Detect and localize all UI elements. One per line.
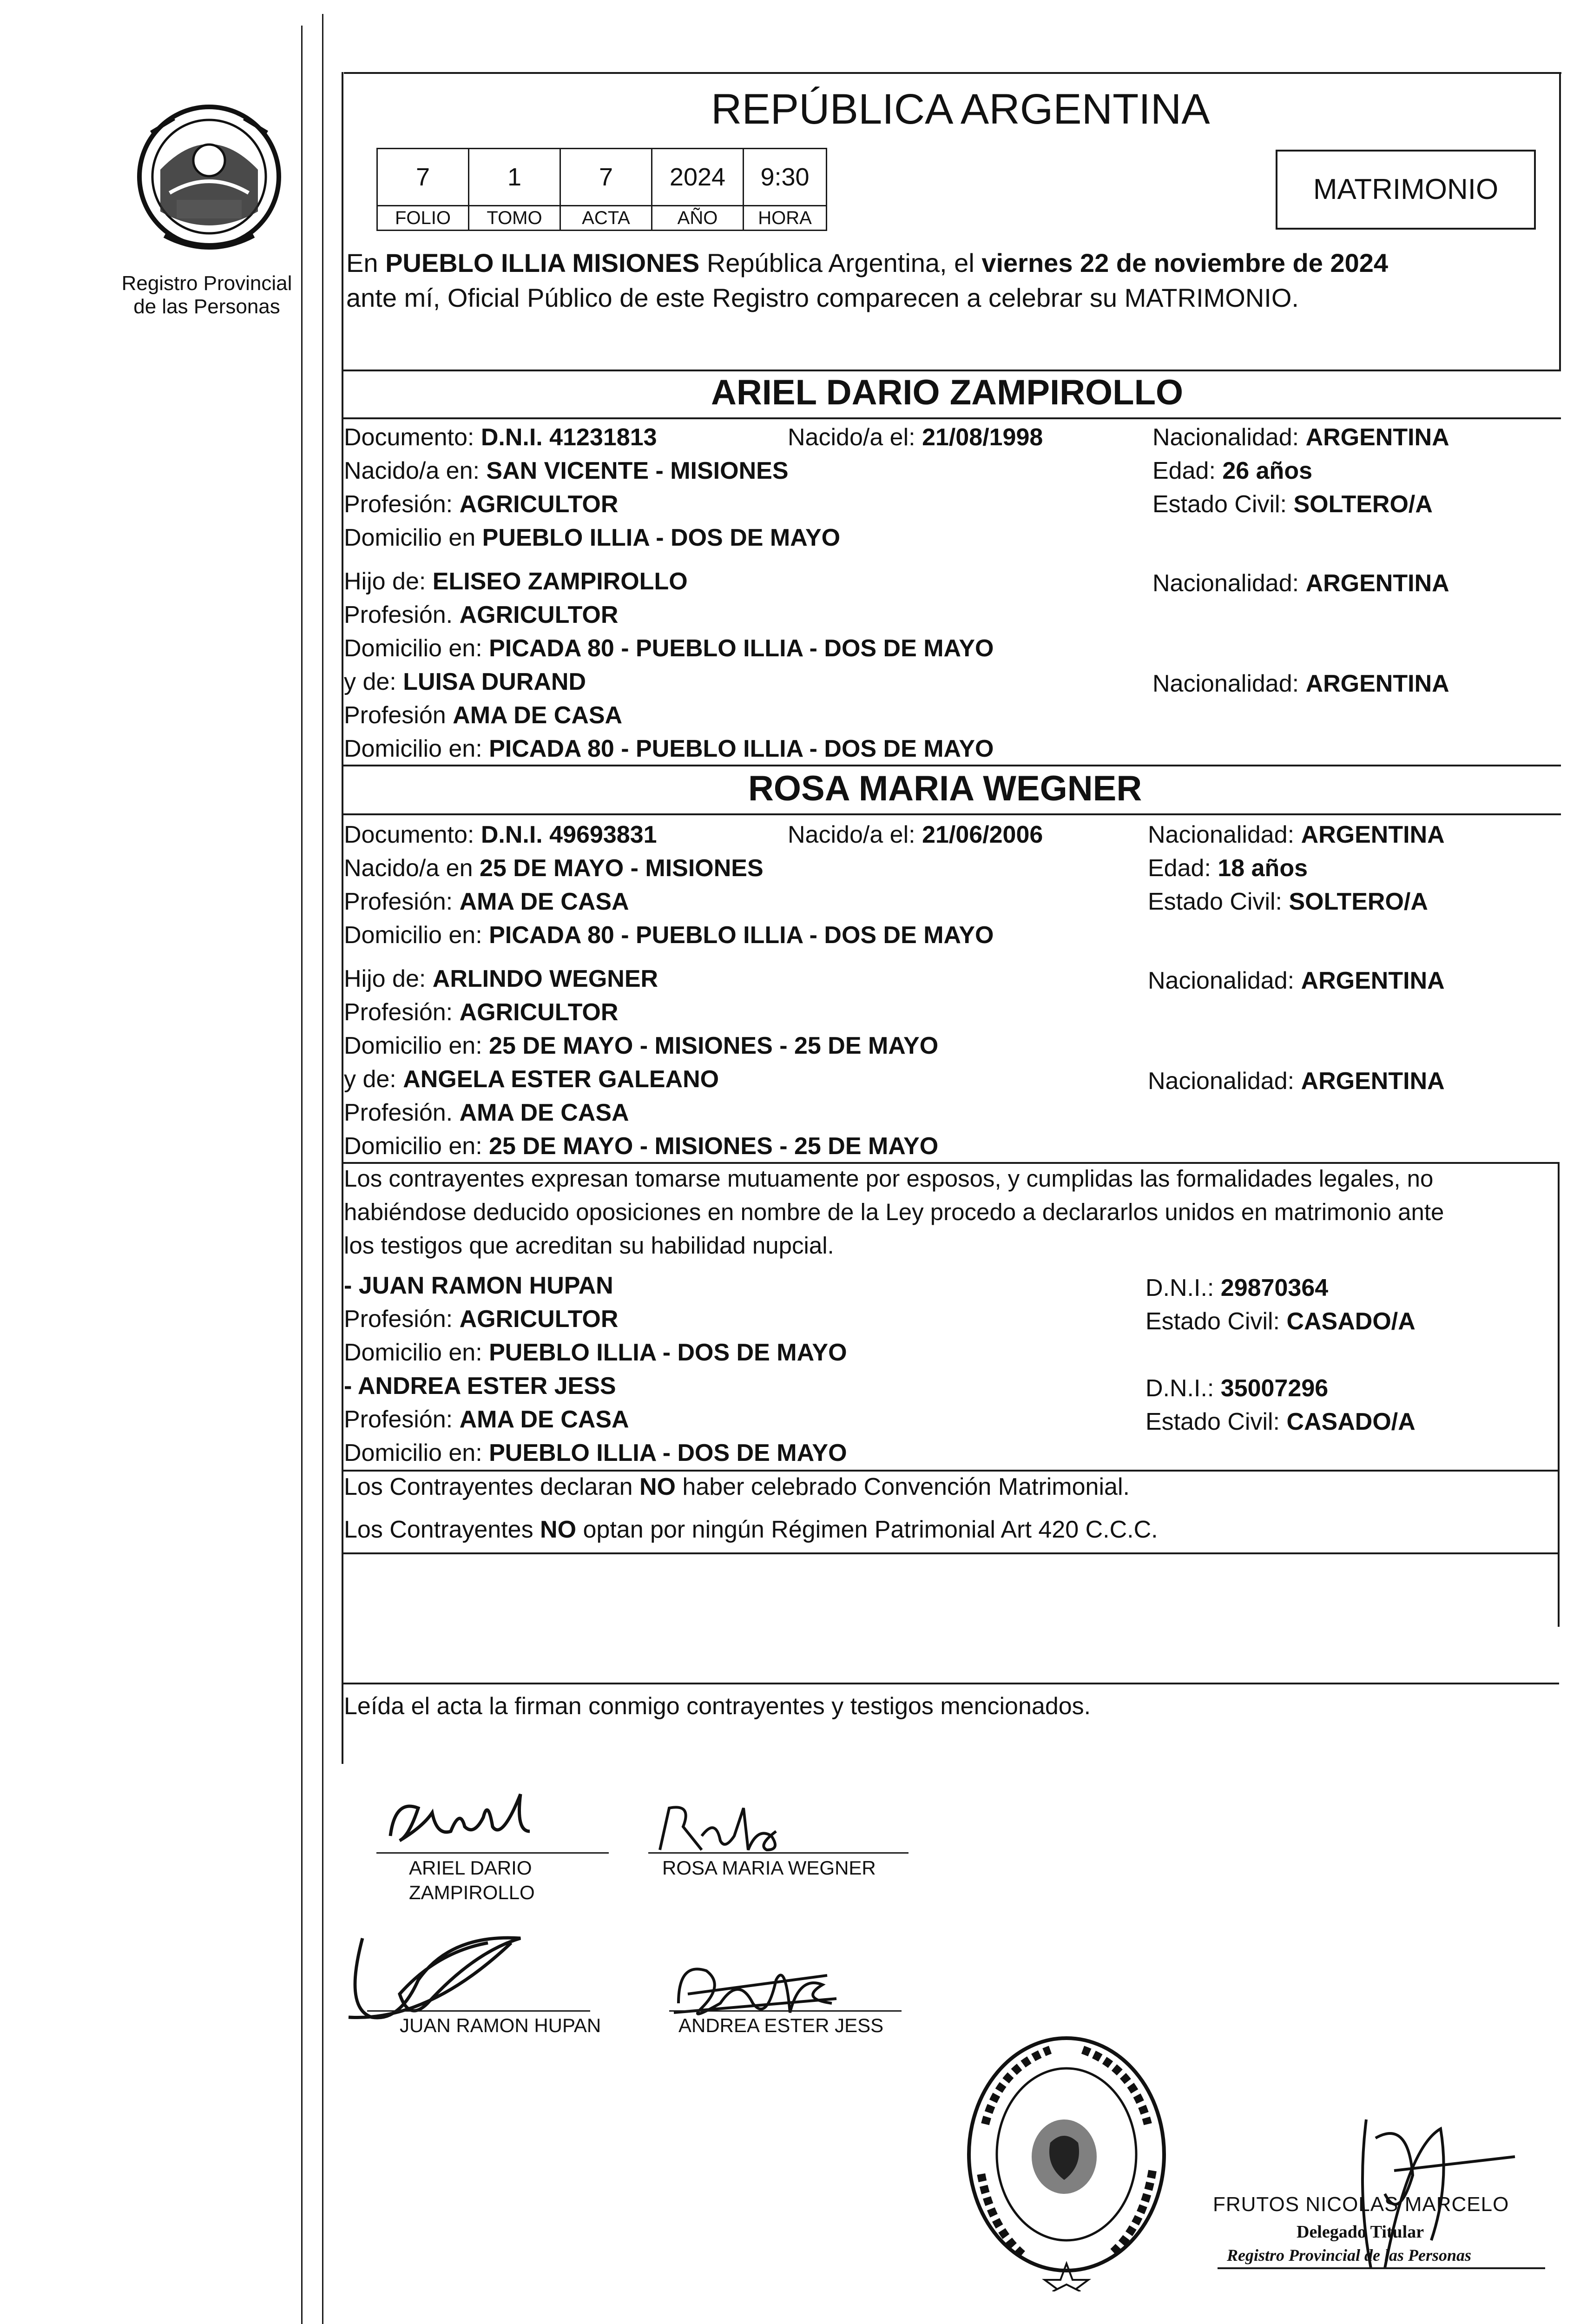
spouse1-mother-domicile: Domicilio en: PICADA 80 - PUEBLO ILLIA - DOS DE MAYO [344, 735, 994, 762]
spouse2-birthplace: Nacido/a en 25 DE MAYO - MISIONES [344, 855, 764, 882]
witness1-dni: D.N.I.: 29870364 [1146, 1274, 1329, 1301]
witness2-name: - ANDREA ESTER JESS [344, 1373, 616, 1400]
witness1-domicile: Domicilio en: PUEBLO ILLIA - DOS DE MAYO [344, 1339, 847, 1366]
official-title: Delegado Titular [1297, 2222, 1424, 2242]
margin-line-outer [301, 26, 303, 2324]
spouse2-mother-nationality: Nacionalidad: ARGENTINA [1148, 1068, 1445, 1095]
marriage-date: viernes 22 de noviembre de 2024 [981, 248, 1389, 277]
signature4-line [669, 2010, 902, 2012]
spouse1-mother-profession: Profesión AMA DE CASA [344, 702, 623, 729]
signature-ariel-icon [381, 1780, 548, 1855]
spouse1-birthdate: Nacido/a el: 21/08/1998 [788, 424, 1043, 451]
spouse1-age: Edad: 26 años [1152, 457, 1312, 484]
signature1-label-line1: ARIEL DARIO [409, 1857, 532, 1879]
spouse2-bottom-rule [342, 1162, 1559, 1164]
spouse2-mother-domicile: Domicilio en: 25 DE MAYO - MISIONES - 25 DE MAYO [344, 1133, 939, 1160]
spouse2-name-rule [342, 813, 1561, 815]
official-signature-line [1218, 2267, 1545, 2269]
signature2-line [648, 1852, 908, 1854]
witness1-profession: Profesión: AGRICULTOR [344, 1306, 619, 1333]
spouse2-profession: Profesión: AMA DE CASA [344, 888, 629, 915]
spouse2-age: Edad: 18 años [1148, 855, 1308, 882]
spouse1-name: ARIEL DARIO ZAMPIROLLO [711, 373, 1184, 412]
witness2-profession: Profesión: AMA DE CASA [344, 1406, 629, 1433]
provincial-seal-icon [132, 100, 286, 258]
spouse2-mother-profession: Profesión. AMA DE CASA [344, 1099, 629, 1126]
convention-bottom-rule [342, 1552, 1559, 1554]
acta-label: ACTA [560, 205, 652, 231]
country-title: REPÚBLICA ARGENTINA [711, 86, 1210, 133]
signature-rosa-icon [651, 1799, 799, 1859]
spouse1-father-profession: Profesión. AGRICULTOR [344, 601, 619, 628]
official-institution: Registro Provincial de las Personas [1227, 2246, 1472, 2265]
spouse2-birthdate: Nacido/a el: 21/06/2006 [788, 821, 1043, 848]
spouse2-father-domicile: Domicilio en: 25 DE MAYO - MISIONES - 25 DE MAYO [344, 1032, 939, 1059]
official-name: FRUTOS NICOLAS MARCELO [1213, 2193, 1509, 2216]
signature1-label-line2: ZAMPIROLLO [409, 1882, 535, 1903]
spouse1-mother-nationality: Nacionalidad: ARGENTINA [1152, 670, 1449, 697]
margin-line-inner [322, 14, 323, 2324]
spouse1-father-domicile: Domicilio en: PICADA 80 - PUEBLO ILLIA - DOS DE MAYO [344, 635, 994, 662]
spouse1-civil-status: Estado Civil: SOLTERO/A [1152, 491, 1433, 518]
spouse2-father-nationality: Nacionalidad: ARGENTINA [1148, 967, 1445, 994]
declaration-line3: los testigos que acreditan su habilidad nupcial. [344, 1232, 834, 1259]
spouse2-father-profession: Profesión: AGRICULTOR [344, 999, 619, 1026]
spouse1-father-nationality: Nacionalidad: ARGENTINA [1152, 570, 1449, 597]
declaration-line2: habiéndose deducido oposiciones en nombre de la Ley procedo a declararlos unidos en matrimonio ante [344, 1199, 1444, 1225]
folio-value: 7 [376, 148, 469, 206]
form-right-border-lower [1558, 1162, 1560, 1627]
anio-value: 2024 [651, 148, 744, 206]
marriage-place: PUEBLO ILLIA MISIONES [385, 248, 700, 277]
witness2-civil-status: Estado Civil: CASADO/A [1146, 1408, 1415, 1435]
spouse1-document: Documento: D.N.I. 41231813 [344, 424, 657, 451]
spouse1-bottom-rule [342, 765, 1561, 766]
declaration-line1: Los contrayentes expresan tomarse mutuamente por esposos, y cumplidas las formalidades legales, no [344, 1165, 1434, 1192]
blank-section-bottom-rule [342, 1683, 1559, 1684]
spouse1-nationality: Nacionalidad: ARGENTINA [1152, 424, 1449, 451]
signature2-label: ROSA MARIA WEGNER [662, 1857, 876, 1879]
intro-line1: En PUEBLO ILLIA MISIONES República Argentina, el viernes 22 de noviembre de 2024 [346, 248, 1389, 277]
spouse1-name-rule [342, 417, 1561, 419]
folio-label: FOLIO [376, 205, 469, 231]
form-left-border [342, 72, 343, 1764]
record-type: MATRIMONIO [1313, 173, 1499, 205]
spouse2-domicile: Domicilio en: PICADA 80 - PUEBLO ILLIA - DOS DE MAYO [344, 922, 994, 949]
signature3-label: JUAN RAMON HUPAN [400, 2014, 601, 2036]
convention-line1: Los Contrayentes declaran NO haber celebrado Convención Matrimonial. [344, 1473, 1130, 1500]
convention-line2: Los Contrayentes NO optan por ningún Régimen Patrimonial Art 420 C.C.C. [344, 1516, 1158, 1543]
tomo-value: 1 [468, 148, 561, 206]
spouse1-birthplace: Nacido/a en: SAN VICENTE - MISIONES [344, 457, 789, 484]
spouse2-name: ROSA MARIA WEGNER [748, 769, 1142, 808]
signature1-line [376, 1852, 609, 1854]
spouse1-mother: y de: LUISA DURAND [344, 668, 586, 695]
registry-stamp-icon [957, 2031, 1176, 2291]
hora-label: HORA [743, 205, 827, 231]
acta-value: 7 [560, 148, 652, 206]
witness2-dni: D.N.I.: 35007296 [1146, 1375, 1329, 1402]
signature4-label: ANDREA ESTER JESS [678, 2014, 884, 2036]
header-top-rule [344, 72, 1561, 74]
registry-name-line1: Registro Provincial [121, 272, 292, 295]
intro-line2: ante mí, Oficial Público de este Registro comparecen a celebrar su MATRIMONIO. [346, 283, 1299, 312]
spouse2-civil-status: Estado Civil: SOLTERO/A [1148, 888, 1428, 915]
tomo-label: TOMO [468, 205, 561, 231]
spouse2-father: Hijo de: ARLINDO WEGNER [344, 965, 658, 992]
signature3-line [367, 2010, 590, 2012]
spouse1-domicile: Domicilio en PUEBLO ILLIA - DOS DE MAYO [344, 524, 841, 551]
spouse2-mother: y de: ANGELA ESTER GALEANO [344, 1066, 719, 1093]
spouse2-nationality: Nacionalidad: ARGENTINA [1148, 821, 1445, 848]
intro-bottom-rule [342, 370, 1561, 371]
anio-label: AÑO [651, 205, 744, 231]
form-right-border [1559, 72, 1561, 370]
spouse2-document: Documento: D.N.I. 49693831 [344, 821, 657, 848]
witness2-domicile: Domicilio en: PUEBLO ILLIA - DOS DE MAYO [344, 1439, 847, 1466]
witness1-civil-status: Estado Civil: CASADO/A [1146, 1308, 1415, 1335]
registry-name-line2: de las Personas [133, 295, 280, 318]
closing-statement: Leída el acta la firman conmigo contrayentes y testigos mencionados. [344, 1693, 1091, 1720]
spouse1-profession: Profesión: AGRICULTOR [344, 491, 619, 518]
hora-value: 9:30 [743, 148, 827, 206]
spouse1-father: Hijo de: ELISEO ZAMPIROLLO [344, 568, 688, 595]
witnesses-bottom-rule [342, 1470, 1559, 1472]
witness1-name: - JUAN RAMON HUPAN [344, 1272, 613, 1299]
